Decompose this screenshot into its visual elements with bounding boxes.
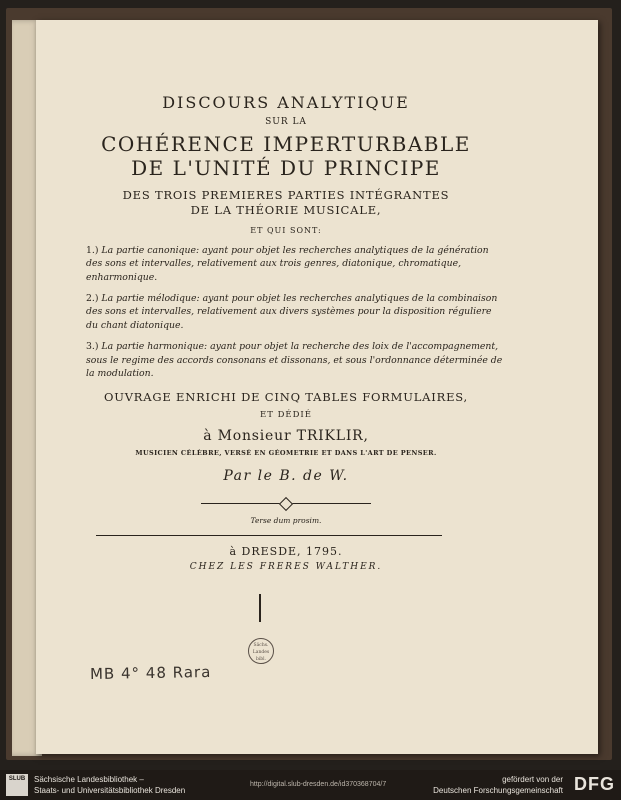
title-line-4: DE L'UNITÉ DU PRINCIPE <box>131 156 441 181</box>
dfg-logo-icon[interactable]: DFG <box>574 774 615 794</box>
title-page-text <box>76 90 503 572</box>
title-line-2: SUR LA <box>265 116 307 127</box>
author-line: Par le B. de W. <box>223 468 349 485</box>
item-1-number: 1.) <box>86 244 99 256</box>
page-marker <box>259 594 261 622</box>
library-stamp-text: Sächs. Landes bibl. <box>252 643 270 662</box>
imprint-publisher: CHEZ LES FRERES WALTHER. <box>189 561 383 572</box>
dedication-line: à Monsieur TRIKLIR, <box>203 427 369 444</box>
imprint-place-date: à DRESDE, 1795. <box>229 545 343 559</box>
title-page <box>36 20 598 754</box>
item-3-number: 3.) <box>86 341 99 353</box>
title-line-9: ET DÉDIÉ <box>260 410 312 421</box>
item-2 <box>86 292 506 332</box>
library-name-line-1: Sächsische Landesbibliothek – <box>34 775 144 784</box>
horizontal-rule <box>96 535 442 537</box>
item-1-text: La partie canonique: ayant pour objet les recherches analytiques de la génération des sons et intervalles, relativement aux trois genres, diatonique, chromatique, enharmonique. <box>86 244 489 283</box>
library-stamp <box>248 638 274 664</box>
title-line-8: OUVRAGE ENRICHI DE CINQ TABLES FORMULAIRES, <box>103 389 469 404</box>
item-2-text: La partie mélodique: ayant pour objet les recherches analytiques de la combinaison des sons et intervalles, relativement aux divers systèmes pour la disposition réguliere du chant diatonique. <box>86 292 498 331</box>
shelfmark: MB 4° 48 Rara <box>89 662 212 684</box>
title-line-6: DE LA THÉORIE MUSICALE, <box>190 203 382 218</box>
title-line-5: DES TROIS PREMIERES PARTIES INTÉGRANTES <box>122 188 450 203</box>
permalink-url[interactable]: http://digital.slub-dresden.de/id370368704/7 <box>250 781 387 788</box>
funding-line-2: Deutschen Forschungsgemeinschaft <box>433 786 563 795</box>
ornament-diamond-icon <box>279 497 293 511</box>
funding-line-1: gefördert von der <box>502 775 563 784</box>
footer-bar <box>0 770 621 800</box>
dedicatee-description: MUSICIEN CÉLÈBRE, VERSÉ EN GÉOMETRIE ET DANS L'ART DE PENSER. <box>135 449 437 458</box>
library-name-line-2: Staats- und Universitätsbibliothek Dresden <box>34 786 186 795</box>
slub-logo-icon[interactable]: SLUB <box>6 774 28 796</box>
item-3-text: La partie harmonique: ayant pour objet la recherche des loix de l'accompagnement, sous le regime des accords consonans et dissonans, et sous l'ordonnance déterminée de la modulation. <box>86 341 503 380</box>
ornament-divider <box>201 499 371 509</box>
title-line-1: DISCOURS ANALYTIQUE <box>162 93 410 112</box>
title-line-7: ET QUI SONT: <box>250 225 322 235</box>
item-2-number: 2.) <box>86 292 99 304</box>
item-1 <box>86 244 506 284</box>
title-line-3: COHÉRENCE IMPERTURBABLE <box>101 132 471 157</box>
item-3 <box>86 340 506 380</box>
motto: Terse dum prosim. <box>250 515 322 525</box>
